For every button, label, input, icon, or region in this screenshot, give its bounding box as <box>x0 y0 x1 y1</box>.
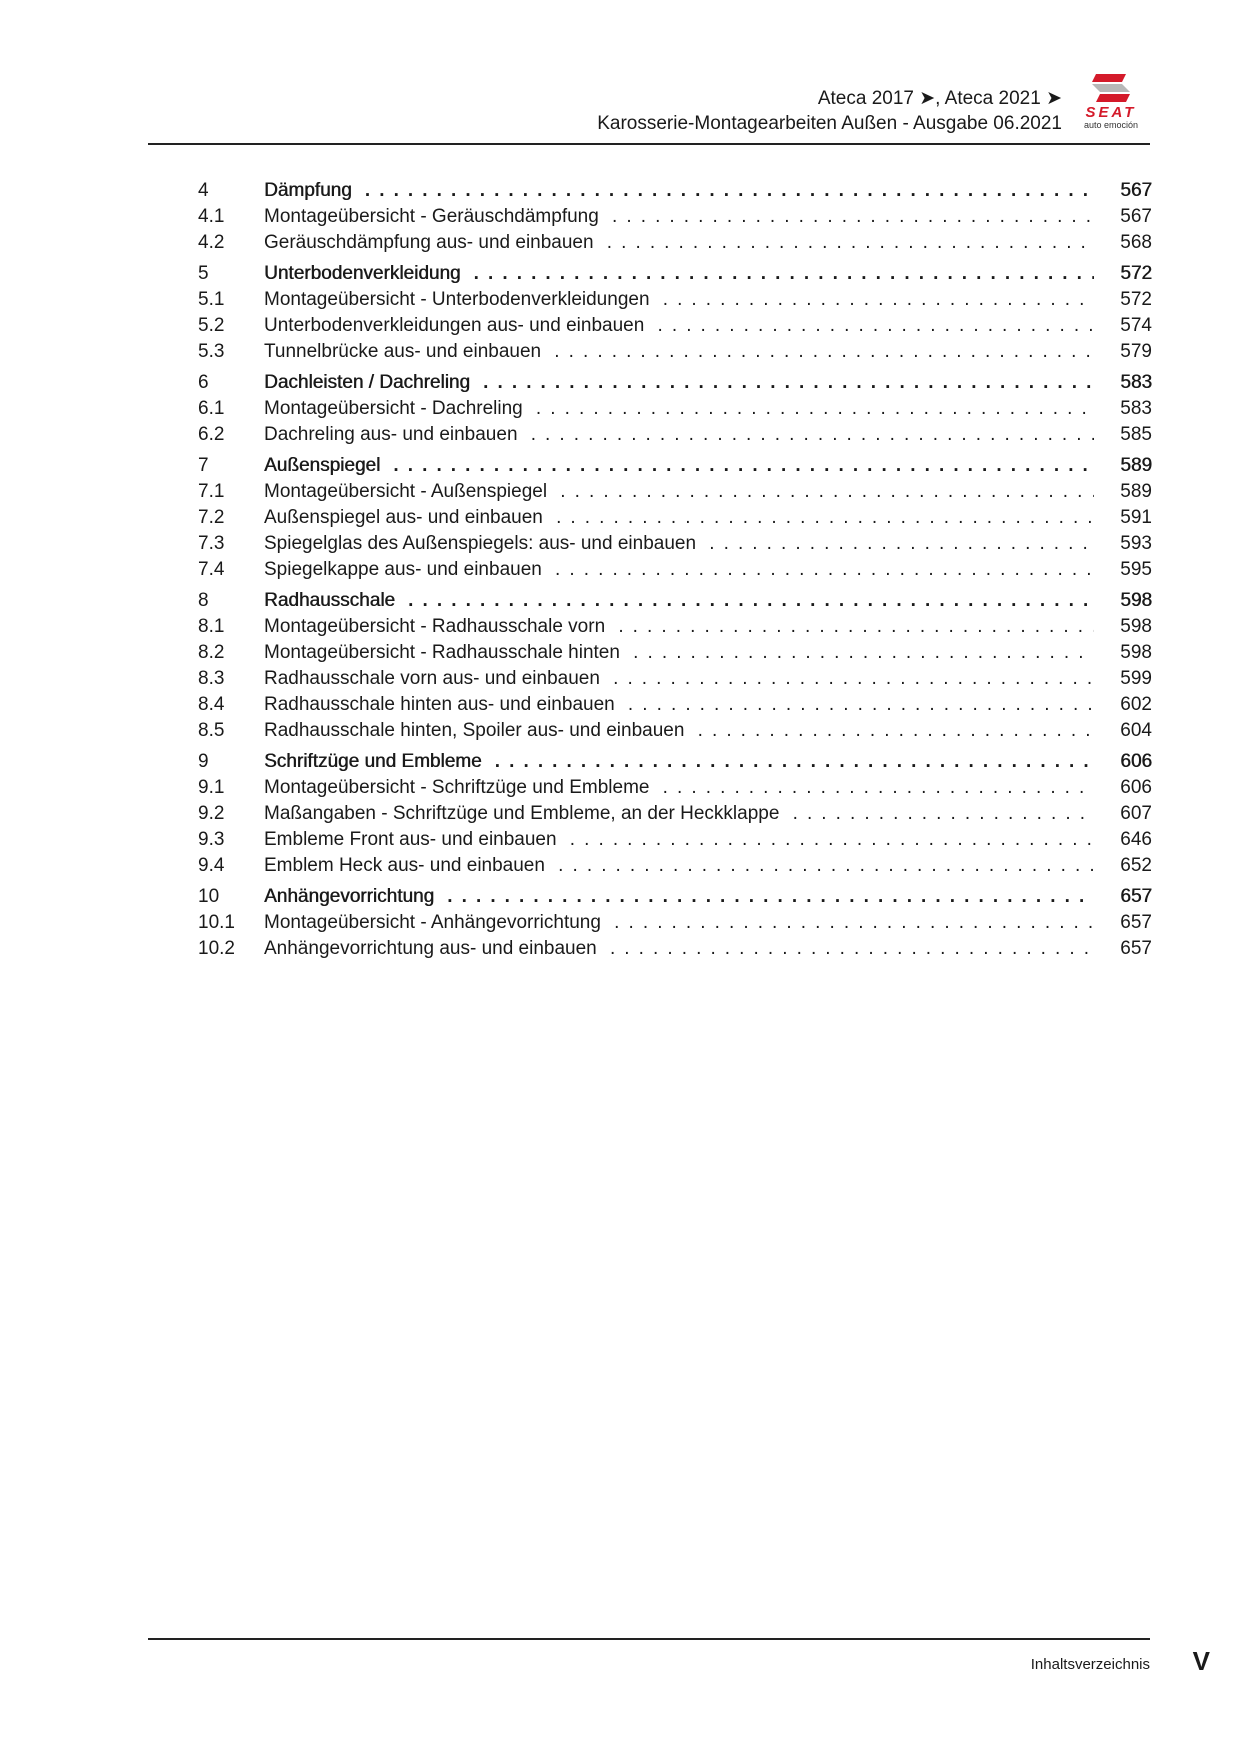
toc-chapter <box>198 453 1152 583</box>
toc-entry[interactable] <box>198 313 1152 339</box>
toc-entry[interactable] <box>198 775 1152 801</box>
toc-page-number: 567 <box>1120 180 1152 201</box>
toc-number: 8.5 <box>198 720 225 741</box>
toc-number: 7.1 <box>198 481 225 502</box>
toc-number: 9.1 <box>198 777 225 798</box>
toc-entry[interactable] <box>198 557 1152 583</box>
toc-entry[interactable] <box>198 853 1152 879</box>
toc-number: 8.4 <box>198 694 225 715</box>
toc-chapter-heading[interactable] <box>198 178 1152 204</box>
toc-page-number: 593 <box>1120 533 1152 554</box>
toc-number: 8 <box>198 590 209 611</box>
toc-entry[interactable] <box>198 204 1152 230</box>
toc-chapter-heading[interactable] <box>198 884 1152 910</box>
toc-page-number: 567 <box>1120 206 1152 227</box>
toc-entry[interactable] <box>198 339 1152 365</box>
toc-title <box>264 505 1094 531</box>
toc-number: 8.1 <box>198 616 225 637</box>
toc-entry[interactable] <box>198 396 1152 422</box>
toc-entry[interactable] <box>198 614 1152 640</box>
toc-page-number: 657 <box>1120 912 1152 933</box>
toc-title <box>264 230 1094 256</box>
toc-title-text: Montageübersicht - Dachreling <box>264 398 523 419</box>
toc-title-text: Radhausschale vorn aus- und einbauen <box>264 668 600 689</box>
toc-title-text: Montageübersicht - Unterbodenverkleidungen <box>264 289 650 310</box>
table-of-contents <box>198 178 1152 967</box>
toc-number: 5 <box>198 263 209 284</box>
toc-title <box>264 853 1094 879</box>
toc-chapter-heading[interactable] <box>198 453 1152 479</box>
toc-title-text: Dämpfung <box>264 180 352 201</box>
toc-chapter-heading[interactable] <box>198 261 1152 287</box>
toc-page-number: 589 <box>1120 455 1152 476</box>
toc-title <box>264 692 1094 718</box>
toc-number: 6.2 <box>198 424 225 445</box>
toc-page-number: 583 <box>1120 398 1152 419</box>
toc-entry[interactable] <box>198 531 1152 557</box>
toc-entry[interactable] <box>198 287 1152 313</box>
toc-page-number: 602 <box>1120 694 1152 715</box>
toc-title-text: Montageübersicht - Geräuschdämpfung <box>264 206 599 227</box>
toc-number: 8.3 <box>198 668 225 689</box>
toc-title-text: Montageübersicht - Radhausschale hinten <box>264 642 620 663</box>
logo-tagline: auto emoción <box>1083 120 1139 130</box>
toc-page-number: 604 <box>1120 720 1152 741</box>
toc-title-text: Geräuschdämpfung aus- und einbauen <box>264 232 594 253</box>
toc-title <box>264 313 1094 339</box>
toc-number: 10.1 <box>198 912 235 933</box>
toc-entry[interactable] <box>198 910 1152 936</box>
toc-page-number: 572 <box>1120 263 1152 284</box>
toc-chapter <box>198 261 1152 365</box>
toc-title <box>264 422 1094 448</box>
toc-number: 9.4 <box>198 855 225 876</box>
toc-page-number: 599 <box>1120 668 1152 689</box>
toc-entry[interactable] <box>198 936 1152 962</box>
toc-page-number: 574 <box>1120 315 1152 336</box>
toc-entry[interactable] <box>198 718 1152 744</box>
toc-page-number: 589 <box>1120 481 1152 502</box>
toc-number: 5.1 <box>198 289 225 310</box>
toc-title-text: Radhausschale hinten, Spoiler aus- und einbauen <box>264 720 685 741</box>
toc-page-number: 598 <box>1120 616 1152 637</box>
toc-title <box>264 910 1094 936</box>
toc-title <box>264 749 1094 775</box>
toc-entry[interactable] <box>198 422 1152 448</box>
toc-number: 7.4 <box>198 559 225 580</box>
toc-page-number: 607 <box>1120 803 1152 824</box>
toc-title <box>264 801 1094 827</box>
toc-number: 8.2 <box>198 642 225 663</box>
toc-title-text: Montageübersicht - Schriftzüge und Embleme <box>264 777 650 798</box>
toc-number: 4.1 <box>198 206 225 227</box>
toc-title-text: Schriftzüge und Embleme <box>264 751 482 772</box>
toc-page-number: 591 <box>1120 507 1152 528</box>
header-divider <box>148 143 1150 145</box>
toc-title <box>264 261 1094 287</box>
toc-number: 4.2 <box>198 232 225 253</box>
page-footer <box>1030 1646 1210 1676</box>
toc-title-text: Spiegelkappe aus- und einbauen <box>264 559 542 580</box>
toc-title-text: Anhängevorrichtung <box>264 886 435 907</box>
toc-number: 9.2 <box>198 803 225 824</box>
footer-divider <box>148 1638 1150 1640</box>
toc-page-number: 657 <box>1120 886 1152 907</box>
toc-page-number: 598 <box>1120 642 1152 663</box>
toc-page-number: 646 <box>1120 829 1152 850</box>
toc-page-number: 657 <box>1120 938 1152 959</box>
toc-number: 6 <box>198 372 209 393</box>
toc-entry[interactable] <box>198 230 1152 256</box>
toc-title-text: Dachreling aus- und einbauen <box>264 424 518 445</box>
toc-page-number: 606 <box>1120 751 1152 772</box>
toc-title <box>264 287 1094 313</box>
toc-title-text: Spiegelglas des Außenspiegels: aus- und einbauen <box>264 533 697 554</box>
toc-title <box>264 640 1094 666</box>
logo-word: SEAT <box>1085 104 1137 121</box>
toc-title <box>264 666 1094 692</box>
header-model-line: Ateca 2017 ➤, Ateca 2021 ➤ <box>817 88 1062 109</box>
toc-chapter <box>198 370 1152 448</box>
toc-title <box>264 718 1094 744</box>
toc-title-text: Radhausschale hinten aus- und einbauen <box>264 694 615 715</box>
toc-title-text: Dachleisten / Dachreling <box>264 372 470 393</box>
toc-title-text: Radhausschale <box>264 590 395 611</box>
toc-page-number: 598 <box>1120 590 1152 611</box>
toc-title <box>264 588 1094 614</box>
toc-page-number: 579 <box>1120 341 1152 362</box>
toc-title <box>264 370 1094 396</box>
toc-title <box>264 339 1094 365</box>
toc-title <box>264 557 1094 583</box>
toc-title-text: Außenspiegel <box>264 455 381 476</box>
footer-page-number: V <box>1192 1646 1210 1676</box>
toc-page-number: 568 <box>1120 232 1152 253</box>
header-text <box>597 86 1062 136</box>
toc-chapter-heading[interactable] <box>198 588 1152 614</box>
toc-title-text: Montageübersicht - Radhausschale vorn <box>264 616 606 637</box>
toc-page-number: 652 <box>1120 855 1152 876</box>
toc-title-text: Emblem Heck aus- und einbauen <box>264 855 545 876</box>
toc-title <box>264 178 1094 204</box>
toc-title-text: Embleme Front aus- und einbauen <box>264 829 557 850</box>
toc-entry[interactable] <box>198 479 1152 505</box>
toc-title-text: Montageübersicht - Außenspiegel <box>264 481 548 502</box>
seat-logo <box>1074 72 1148 138</box>
toc-number: 4 <box>198 180 209 201</box>
toc-title-text: Montageübersicht - Anhängevorrichtung <box>264 912 601 933</box>
toc-title <box>264 204 1094 230</box>
header-document-title: Karosserie-Montagearbeiten Außen - Ausgabe 06.2021 <box>597 113 1062 134</box>
toc-title-text: Unterbodenverkleidung <box>264 263 461 284</box>
toc-number: 10.2 <box>198 938 235 959</box>
toc-number: 5.2 <box>198 315 225 336</box>
toc-title <box>264 453 1094 479</box>
toc-title <box>264 479 1094 505</box>
toc-number: 9.3 <box>198 829 225 850</box>
toc-page-number: 583 <box>1120 372 1152 393</box>
toc-number: 9 <box>198 751 209 772</box>
toc-chapter <box>198 178 1152 256</box>
toc-title <box>264 884 1094 910</box>
toc-title <box>264 396 1094 422</box>
toc-entry[interactable] <box>198 801 1152 827</box>
toc-chapter <box>198 588 1152 744</box>
toc-number: 7.3 <box>198 533 225 554</box>
toc-number: 6.1 <box>198 398 225 419</box>
toc-title <box>264 827 1094 853</box>
toc-page-number: 606 <box>1120 777 1152 798</box>
toc-entry[interactable] <box>198 640 1152 666</box>
toc-title-text: Anhängevorrichtung aus- und einbauen <box>264 938 597 959</box>
toc-chapter <box>198 749 1152 879</box>
toc-page-number: 572 <box>1120 289 1152 310</box>
seat-s-icon <box>1074 72 1148 106</box>
footer-section-label: Inhaltsverzeichnis <box>1030 1656 1150 1673</box>
toc-number: 7.2 <box>198 507 225 528</box>
toc-entry[interactable] <box>198 666 1152 692</box>
toc-entry[interactable] <box>198 827 1152 853</box>
toc-title-text: Tunnelbrücke aus- und einbauen <box>264 341 542 362</box>
toc-page-number: 595 <box>1120 559 1152 580</box>
page-header <box>148 86 1148 146</box>
toc-title <box>264 775 1094 801</box>
toc-chapter <box>198 884 1152 962</box>
toc-chapter-heading[interactable] <box>198 749 1152 775</box>
toc-number: 5.3 <box>198 341 225 362</box>
toc-chapter-heading[interactable] <box>198 370 1152 396</box>
toc-title-text: Maßangaben - Schriftzüge und Embleme, an der Heckklappe <box>264 803 780 824</box>
toc-title-text: Außenspiegel aus- und einbauen <box>264 507 543 528</box>
toc-number: 7 <box>198 455 209 476</box>
toc-title <box>264 614 1094 640</box>
toc-title <box>264 531 1094 557</box>
toc-entry[interactable] <box>198 692 1152 718</box>
toc-title <box>264 936 1094 962</box>
toc-entry[interactable] <box>198 505 1152 531</box>
toc-number: 10 <box>198 886 220 907</box>
toc-title-text: Unterbodenverkleidungen aus- und einbauen <box>264 315 645 336</box>
toc-page-number: 585 <box>1120 424 1152 445</box>
